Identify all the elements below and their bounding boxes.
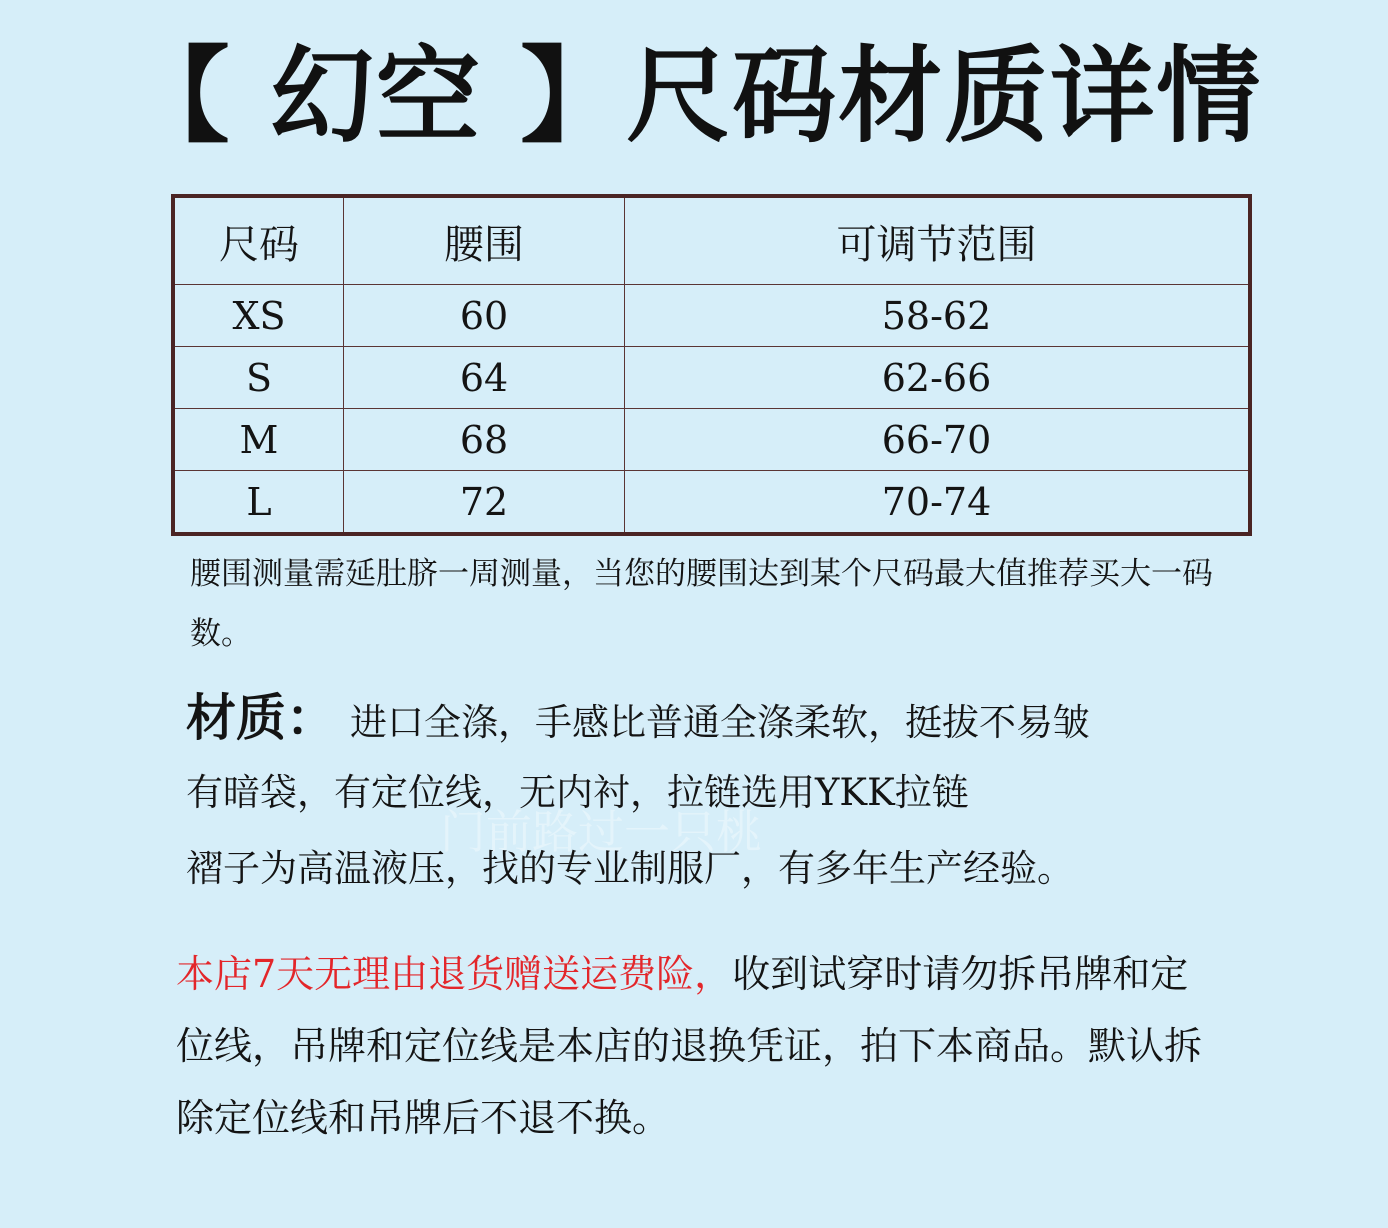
header-size: 尺码 [173, 196, 344, 285]
material-line-2: 有暗袋，有定位线，无内衬，拉链选用YKK拉链 [186, 771, 969, 814]
size-table [171, 194, 1252, 536]
cell-waist: 60 [344, 285, 625, 347]
cell-size: L [173, 471, 344, 535]
page-title: 【 幻空 】尺码材质详情 [125, 35, 1263, 157]
material-text-1: 进口全涤，手感比普通全涤柔软，挺拔不易皱 [350, 701, 1090, 744]
table-header-row [173, 196, 1250, 285]
cell-range: 70-74 [625, 471, 1251, 535]
table-row [173, 285, 1250, 347]
material-line-3: 褶子为高温液压，找的专业制服厂，有多年生产经验。 [186, 847, 1074, 890]
table-row [173, 347, 1250, 409]
material-label: 材质： [186, 688, 336, 747]
cell-waist: 64 [344, 347, 625, 409]
cell-range: 58-62 [625, 285, 1251, 347]
cell-waist: 68 [344, 409, 625, 471]
cell-waist: 72 [344, 471, 625, 535]
header-range: 可调节范围 [625, 196, 1251, 285]
cell-size: M [173, 409, 344, 471]
cell-range: 66-70 [625, 409, 1251, 471]
policy-highlight: 本店7天无理由退货赠送运费险， [176, 952, 733, 996]
material-line-1 [186, 680, 1226, 761]
cell-size: S [173, 347, 344, 409]
measurement-note: 腰围测量需延肚脐一周测量，当您的腰围达到某个尺码最大值推荐买大一码数。 [190, 556, 1213, 652]
policy-text: 收到试穿时请勿拆吊牌和定位线，吊牌和定位线是本店的退换凭证，拍下本商品。默认拆除定位线和吊牌后不退不换。 [176, 952, 1203, 1140]
cell-range: 62-66 [625, 347, 1251, 409]
return-policy [176, 938, 1206, 1154]
cell-size: XS [173, 285, 344, 347]
watermark: 门前路过一只桃 [440, 805, 762, 859]
table-row [173, 409, 1250, 471]
header-waist: 腰围 [344, 196, 625, 285]
table-row [173, 471, 1250, 535]
